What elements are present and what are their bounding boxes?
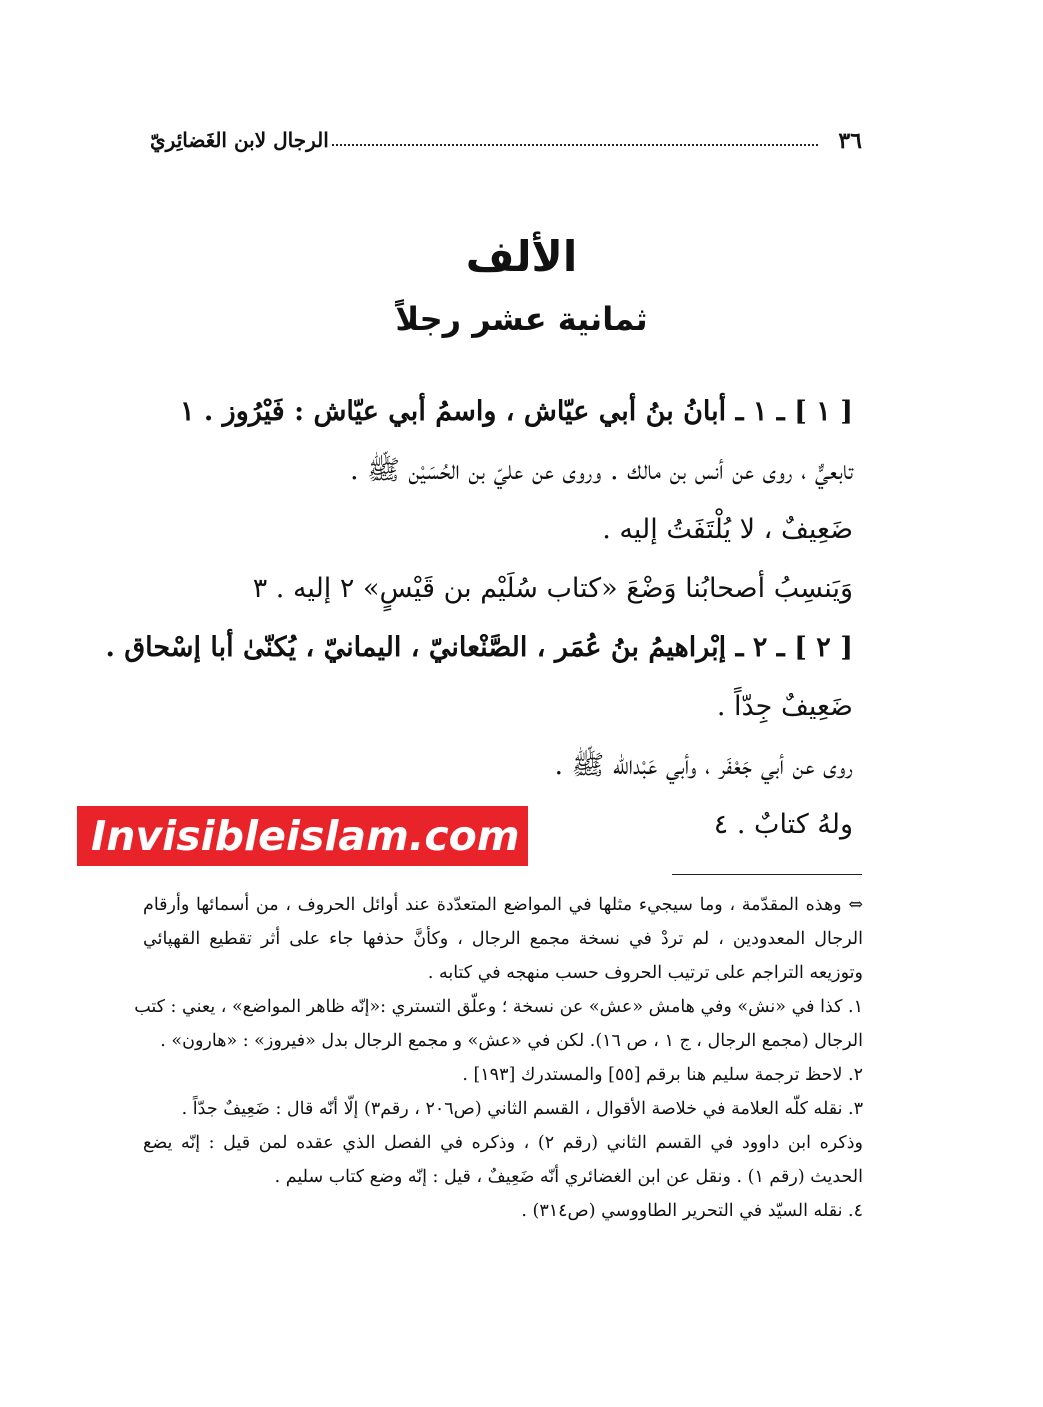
entries-body bbox=[105, 388, 853, 860]
footnote-line: ٣. نقله كلّه العلامة في خلاصة الأقوال ، القسم الثاني (ص٢٠٦ ، رقم٣) إلّا أنّه قال : ضَعِيفٌ جدّاً . bbox=[181, 1099, 863, 1119]
entry-text: ضَعِيفٌ جِدّاً . bbox=[716, 691, 853, 722]
section-title: الألف bbox=[465, 232, 578, 281]
footnote-line: ⇔ وهذه المقدّمة ، وما سيجيء مثلها في المواضع المتعدّدة عند أوائل الحروف ، من أسمائها وأرقام bbox=[143, 895, 863, 915]
page-header bbox=[150, 128, 862, 158]
footnote-line: ٤. نقله السيّد في التحرير الطاووسي (ص٣١٤) . bbox=[521, 1201, 863, 1221]
page-number: ٣٦ bbox=[838, 128, 862, 154]
footnote-line: الرجال (مجمع الرجال ، ج ١ ، ص ١٦). لكن في «عش» و مجمع الرجال بدل «فيروز» : «هارون» . bbox=[160, 1031, 863, 1051]
entry-heading-1: [ ١ ] ـ ١ ـ أبانُ بنُ أبي عيّاش ، واسمُ أبي عيّاش : فَيْرُوز . ١ bbox=[179, 396, 853, 427]
watermark-text: Invisibleislam.com bbox=[91, 812, 520, 860]
footnote-line: الحديث (رقم ١) . ونقل عن ابن الغضائري أنّه ضَعِيفٌ ، قيل : إنّه وضع كتاب سليم . bbox=[274, 1167, 863, 1187]
watermark-banner bbox=[77, 806, 528, 866]
entry-heading-2: [ ٢ ] ـ ٢ ـ إبْراهيمُ بنُ عُمَر ، الصَّنْعانيّ ، اليمانيّ ، يُكنّىٰ أبا إسْحاق . bbox=[105, 632, 853, 663]
header-dot-leader bbox=[332, 144, 818, 146]
footnote-line: وتوزيعه التراجم على ترتيب الحروف حسب منهجه في كتابه . bbox=[427, 963, 863, 983]
entry-text: وَيَنسِبُ أصحابُنا وَضْعَ «كتاب سُلَيْم بن قَيْسٍ» ٢ إليه . ٣ bbox=[252, 573, 853, 604]
footnote-line: الرجال المعدودين ، لم تردْ في نسخة مجمع الرجال ، وكأنَّ حذفها جاء على أثر تقطيع القهپائي bbox=[143, 929, 863, 949]
entry-text: ضَعِيفٌ ، لا يُلْتَفَتُ إليه . bbox=[602, 514, 853, 545]
entry-text: تابعيٌّ ، روى عن أنس بن مالك . وروى عن عليّ بن الحُسَيْن ﷺ . bbox=[350, 455, 853, 486]
entry-text: روى عن أبي جَعْفَر ، وأبي عَبْدالله ﷺ . bbox=[554, 750, 853, 781]
running-title: الرجال لابن الغَضائِريّ bbox=[150, 128, 329, 152]
entry-text: ولهُ كتابٌ . ٤ bbox=[713, 809, 853, 840]
footnote-separator bbox=[672, 874, 862, 875]
footnote-line: وذكره ابن داوود في القسم الثاني (رقم ٢) ، وذكره في الفصل الذي عقده لمن قيل : إنّه يضع bbox=[143, 1133, 863, 1153]
footnote-line: ٢. لاحظ ترجمة سليم هنا برقم [٥٥] والمستدرك [١٩٣] . bbox=[462, 1065, 863, 1085]
section-subtitle: ثمانية عشر رجلاً bbox=[395, 300, 648, 338]
footnote-line: ١. كذا في «نش» وفي هامش «عش» عن نسخة ؛ وعلّق التستري :«إنّه ظاهر المواضع» ، يعني : كتب bbox=[134, 997, 863, 1017]
footnotes bbox=[134, 888, 863, 1228]
